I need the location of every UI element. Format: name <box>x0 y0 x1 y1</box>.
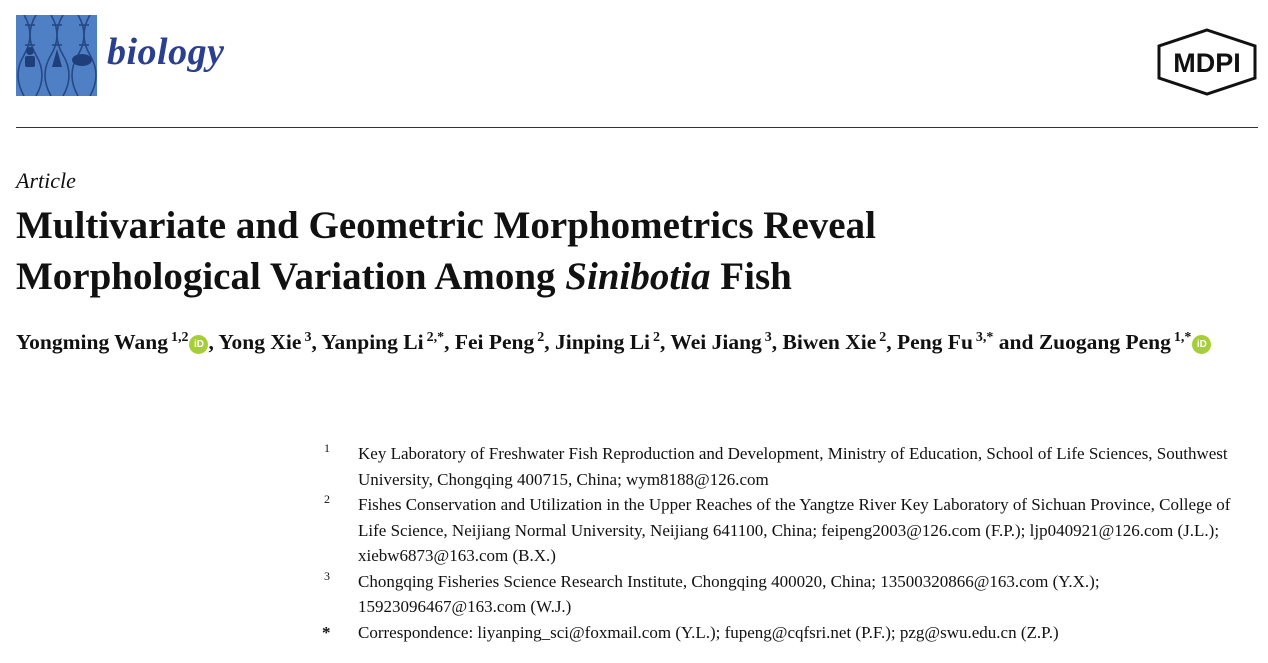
journal-name: biology <box>107 31 225 73</box>
author-name[interactable]: Wei Jiang <box>670 330 762 354</box>
publisher-name: MDPI <box>1173 48 1241 78</box>
author-separator: , <box>660 330 671 354</box>
affiliation-text: Correspondence: liyanping_sci@foxmail.com (Y.L.); fupeng@cqfsri.net (P.F.); pzg@swu.edu.cn (Z.P.) <box>358 622 1059 642</box>
author-separator: , <box>771 330 783 354</box>
journal-logo-icon <box>16 15 97 96</box>
author-separator: , <box>311 330 322 354</box>
affiliation-text: Chongqing Fisheries Science Research Institute, Chongqing 400020, China; 13500320866@163.com (Y.X.); 15923096467@163.com (W.J.) <box>358 571 1100 616</box>
author-separator: and <box>993 330 1039 354</box>
author-affiliation-marker: 3 <box>304 330 312 345</box>
author-affiliation-marker: 2,* <box>426 330 445 345</box>
orcid-icon[interactable]: iD <box>1192 335 1211 354</box>
mdpi-logo-icon <box>1155 28 1259 96</box>
author-list <box>16 326 1261 359</box>
title-line-1: Multivariate and Geometric Morphometrics Reveal <box>16 204 876 247</box>
author-name[interactable]: Jinping Li <box>555 330 651 354</box>
affiliation-number: * <box>322 622 331 642</box>
author-affiliation-marker: 2 <box>537 330 545 345</box>
author-name[interactable]: Yongming Wang <box>16 330 168 354</box>
header-divider <box>16 127 1258 128</box>
affiliation-number: 1 <box>324 441 330 455</box>
affiliation-item <box>320 441 1255 492</box>
affiliation-text: Key Laboratory of Freshwater Fish Reproduction and Development, Ministry of Education, School of Life Sciences, Southwest University, Chongqing 400715, China; wym8188@126.com <box>358 444 1228 489</box>
title-line-2-end: Fish <box>710 255 792 298</box>
author-separator: , <box>444 330 455 354</box>
affiliation-number: 3 <box>324 568 330 583</box>
affiliation-number: 2 <box>324 492 330 506</box>
affiliation-list <box>320 441 1255 645</box>
affiliation-item <box>320 569 1255 620</box>
author-name[interactable]: Yong Xie <box>218 330 302 354</box>
author-affiliation-marker: 2 <box>879 330 887 345</box>
author-affiliation-marker: 1,2 <box>170 330 189 345</box>
orcid-icon[interactable]: iD <box>189 335 208 354</box>
author-name[interactable]: Yanping Li <box>321 330 424 354</box>
affiliation-item <box>320 492 1255 569</box>
affiliation-text: Fishes Conservation and Utilization in the Upper Reaches of the Yangtze River Key Laboratory of Sichuan Province, College of Life Science, Neijiang Normal University, Neijiang 641100, China; feipeng2003@126.com (F.P.); ljp040921@126.com (J.L.); xiebw6873@163.com (B.X.) <box>358 495 1231 565</box>
author-separator: , <box>886 330 898 354</box>
title-genus: Sinibotia <box>565 255 711 298</box>
author-name[interactable]: Biwen Xie <box>782 330 877 354</box>
author-affiliation-marker: 3 <box>764 330 772 345</box>
author-name[interactable]: Peng Fu <box>897 330 973 354</box>
article-type: Article <box>16 168 76 193</box>
article-title <box>16 200 1256 302</box>
author-affiliation-marker: 2 <box>653 330 661 345</box>
author-name[interactable]: Fei Peng <box>454 330 535 354</box>
author-name[interactable]: Zuogang Peng <box>1038 330 1171 354</box>
author-affiliation-marker: 3,* <box>975 330 994 345</box>
affiliation-item <box>320 620 1255 646</box>
author-separator: , <box>208 330 219 354</box>
title-line-2-start: Morphological Variation Among <box>16 255 566 298</box>
author-separator: , <box>544 330 555 354</box>
author-affiliation-marker: 1,* <box>1173 330 1192 345</box>
